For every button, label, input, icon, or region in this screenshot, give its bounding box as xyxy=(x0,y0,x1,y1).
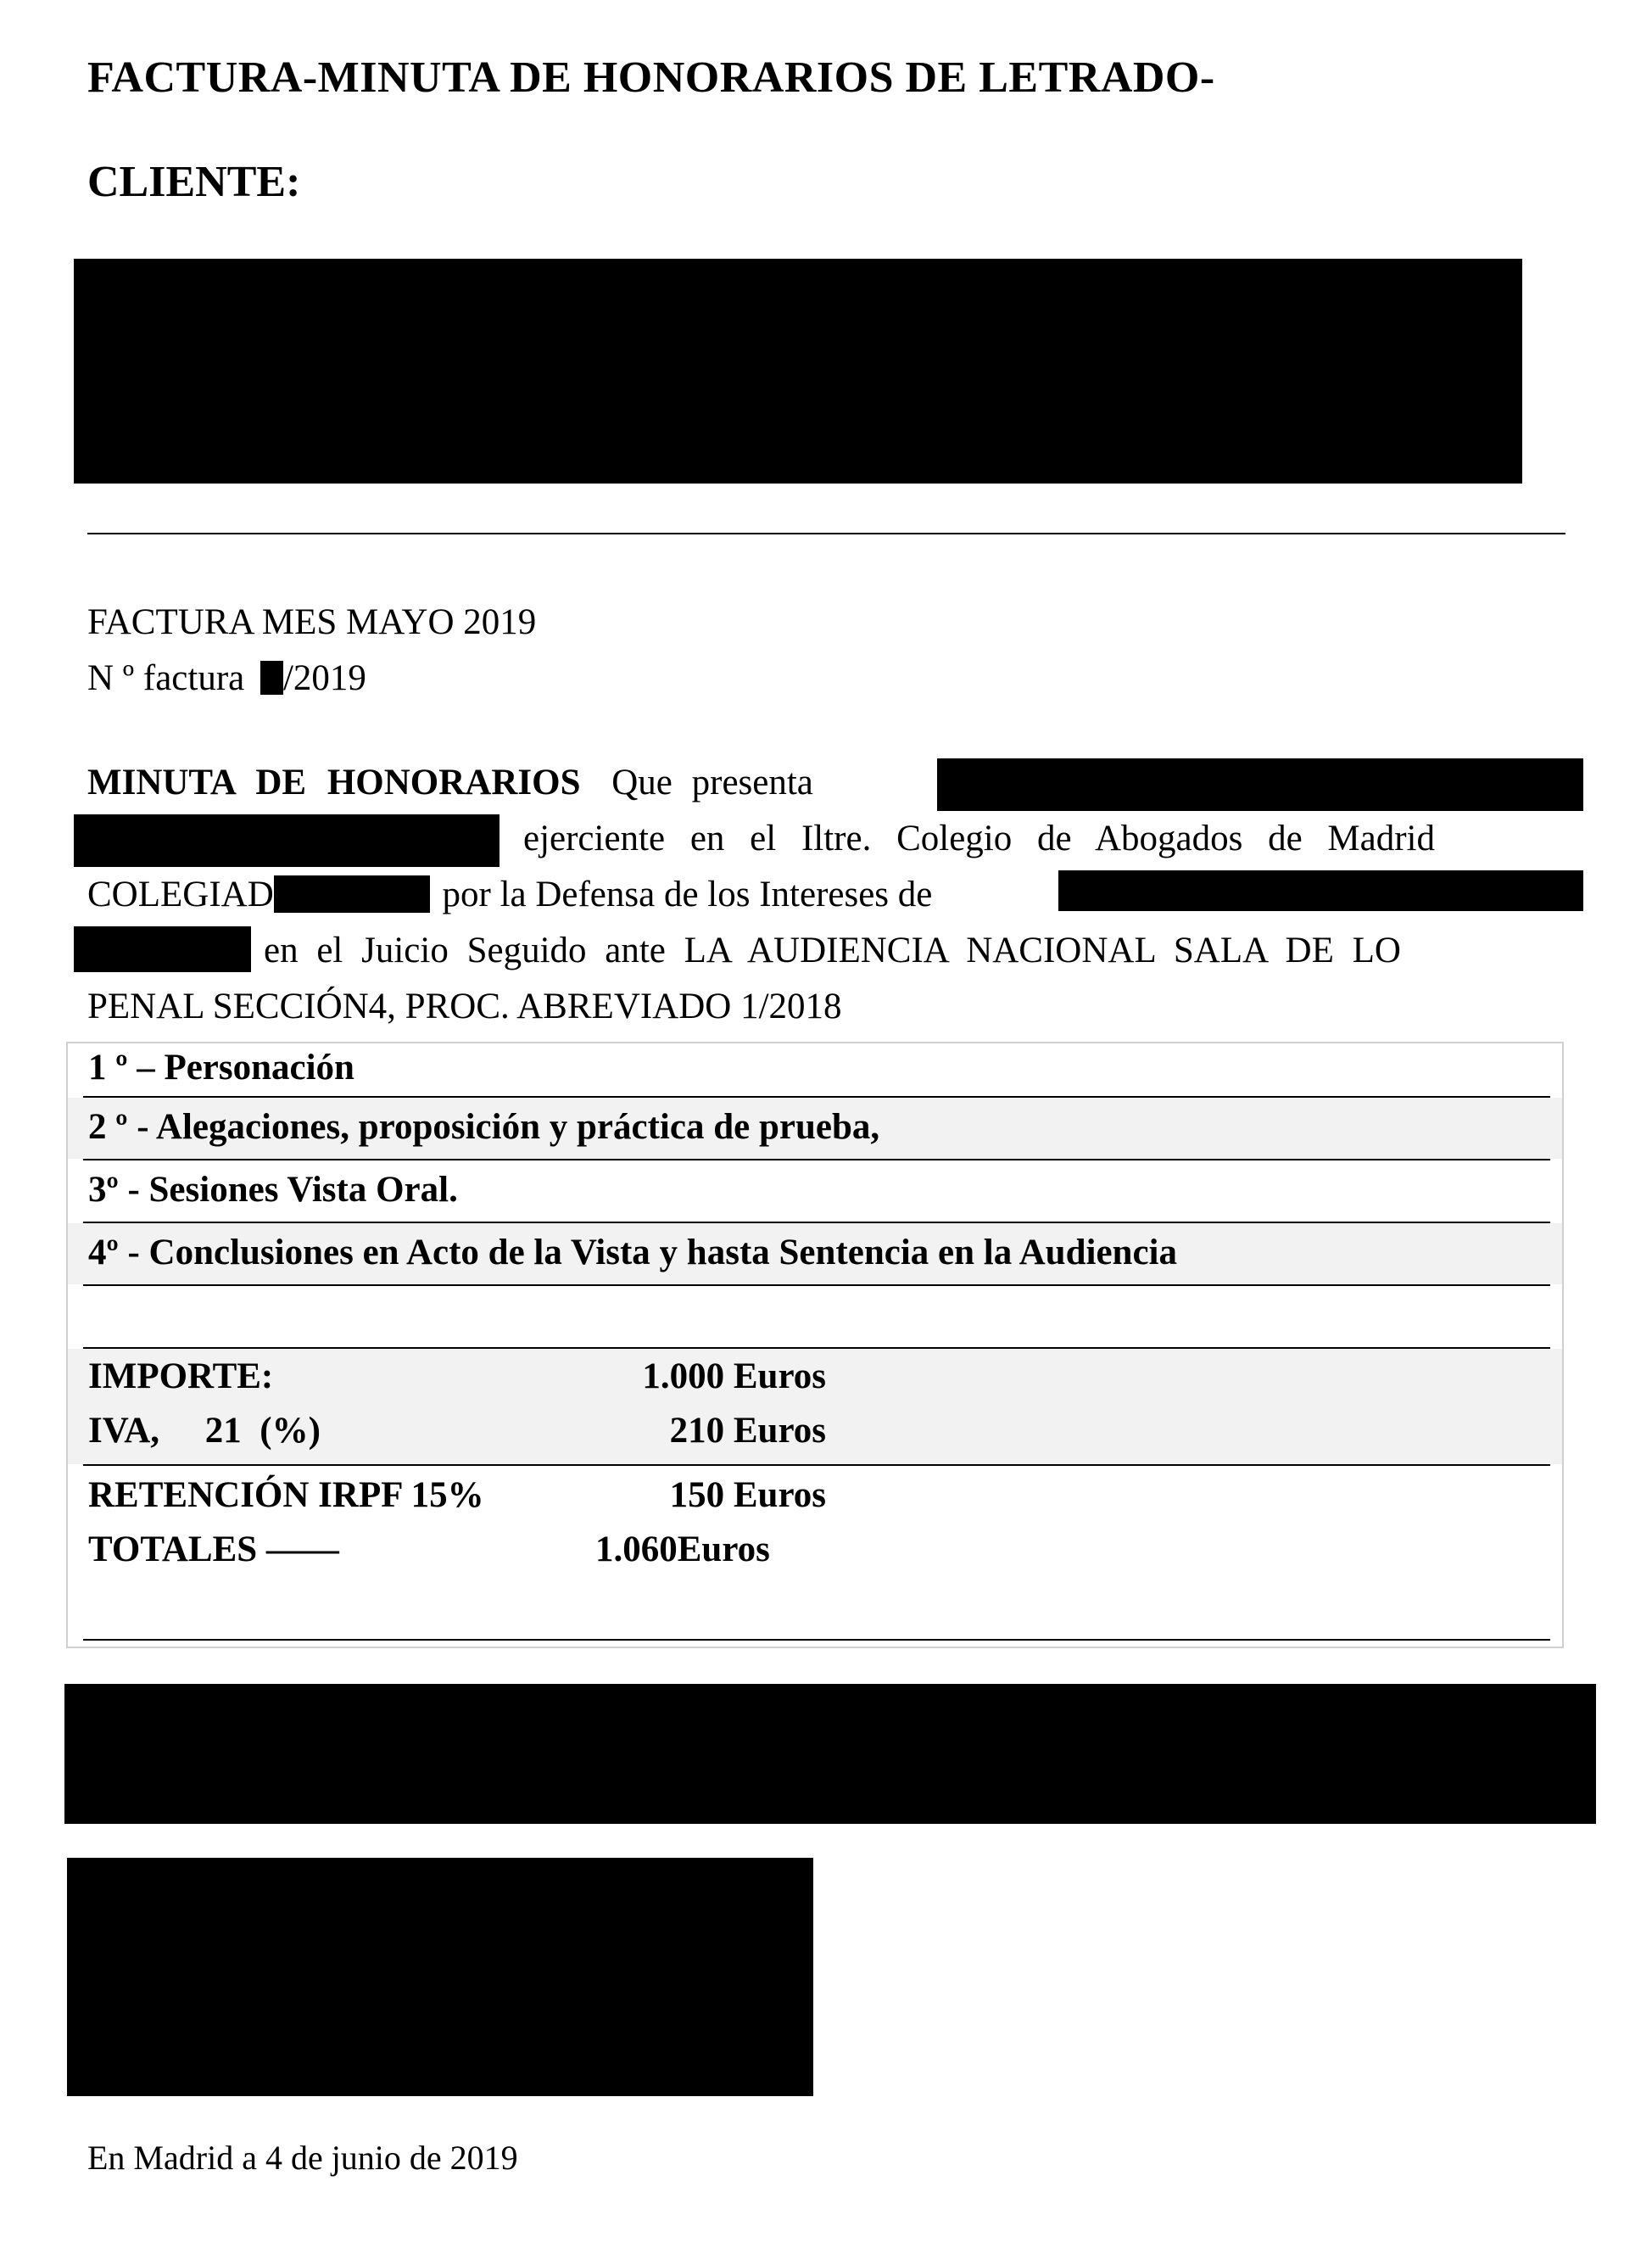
totales-label: TOTALES —— xyxy=(88,1529,339,1569)
invoice-number-suffix: /2019 xyxy=(282,658,366,698)
minuta-heading: MINUTA DE HONORARIOS xyxy=(87,763,581,802)
minuta-line5-text: PENAL SECCIÓN4, PROC. ABREVIADO 1/2018 xyxy=(87,987,842,1026)
minuta-line-2 xyxy=(523,811,1583,867)
importe-value: 1.000 Euros xyxy=(642,1356,826,1396)
minuta-line1-text: Que presenta xyxy=(611,763,813,802)
table-row-empty xyxy=(68,1286,1562,1347)
redacted-colegiado-number xyxy=(274,875,430,913)
redacted-defendant-surname xyxy=(74,926,251,972)
invoice-number xyxy=(87,660,366,696)
item-label: 4º - Conclusiones en Acto de la Vista y hasta Sentencia en la Audiencia xyxy=(88,1233,1177,1272)
redacted-invoice-number xyxy=(260,661,283,695)
iva-value: 210 Euros xyxy=(669,1411,826,1451)
table-row xyxy=(68,1223,1562,1284)
item-label: 1 º – Personación xyxy=(88,1048,354,1088)
document-title: FACTURA-MINUTA DE HONORARIOS DE LETRADO- xyxy=(87,53,1215,102)
table-row-totals xyxy=(68,1466,1562,1636)
minuta-line3-prefix: COLEGIAD xyxy=(87,875,274,914)
client-label: CLIENTE: xyxy=(87,158,301,206)
minuta-line-4 xyxy=(264,923,1583,979)
item-label: 2 º - Alegaciones, proposición y práctica de prueba, xyxy=(88,1107,880,1147)
header-divider xyxy=(87,533,1565,534)
minuta-line4-text: en el Juicio Seguido ante LA AUDIENCIA NACIONAL SALA DE LO xyxy=(264,931,1401,970)
table-row xyxy=(68,1160,1562,1222)
redacted-lawyer-name xyxy=(937,758,1583,811)
redacted-lawyer-surname xyxy=(74,814,500,867)
redacted-signature-block xyxy=(64,1684,1596,1824)
redacted-bank-details xyxy=(67,1858,813,2096)
minuta-line3-text: por la Defensa de los Intereses de xyxy=(442,875,933,914)
iva-label: IVA, 21 (%) xyxy=(88,1411,321,1451)
retencion-label: RETENCIÓN IRPF 15% xyxy=(88,1475,484,1515)
minuta-paragraph xyxy=(87,755,1585,1035)
minuta-line-1 xyxy=(87,755,935,811)
table-row xyxy=(68,1043,1562,1096)
minuta-line2-text: ejerciente en el Iltre. Colegio de Abogados de Madrid xyxy=(523,819,1435,858)
item-label: 3º - Sesiones Vista Oral. xyxy=(88,1170,458,1210)
footer-date: En Madrid a 4 de junio de 2019 xyxy=(87,2139,518,2177)
redacted-client-block xyxy=(74,259,1522,484)
fees-table xyxy=(66,1042,1564,1648)
redacted-defendant-name xyxy=(1058,870,1583,911)
totales-value: 1.060Euros xyxy=(595,1529,770,1569)
invoice-month: FACTURA MES MAYO 2019 xyxy=(87,602,537,642)
minuta-line-5 xyxy=(87,979,842,1035)
table-row-amounts xyxy=(68,1349,1562,1464)
importe-label: IMPORTE: xyxy=(88,1356,274,1396)
retencion-value: 150 Euros xyxy=(669,1475,826,1515)
invoice-number-prefix: N º factura xyxy=(87,658,245,698)
row-divider xyxy=(83,1639,1550,1641)
table-row xyxy=(68,1098,1562,1159)
